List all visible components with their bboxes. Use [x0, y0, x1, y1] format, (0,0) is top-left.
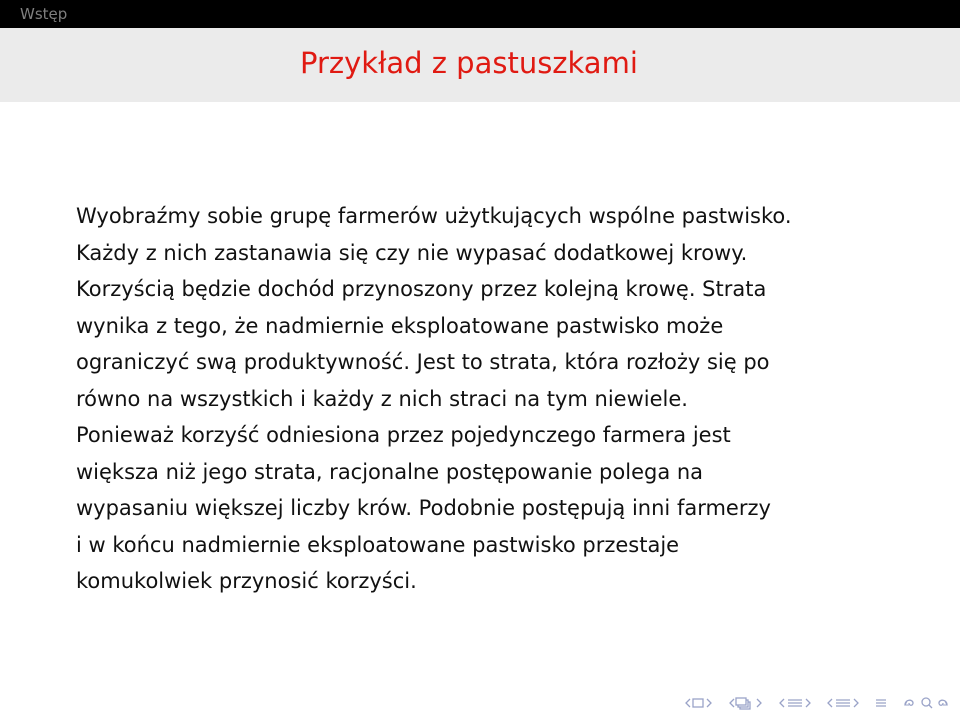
frame-title-bar — [0, 28, 960, 102]
body-line: wypasaniu większej liczby krów. Podobnie postępują inni farmerzy — [76, 496, 771, 520]
nav-align-icon[interactable] — [874, 696, 888, 710]
body-line: większa niż jego strata, racjonalne postępowanie polega na — [76, 459, 704, 484]
frame-title: Przykład z pastuszkami — [300, 46, 638, 80]
beamer-navigation — [684, 695, 950, 711]
nav-section-group — [778, 696, 812, 710]
body-line: Każdy z nich zastanawia się czy nie wypasać dodatkowej krowy. — [76, 240, 748, 265]
body-line: Ponieważ korzyść odniesiona przez pojedynczego farmera jest — [76, 423, 731, 447]
nav-subsection-group — [728, 696, 764, 710]
header-bar — [0, 0, 960, 28]
nav-frame-group — [684, 696, 714, 710]
nav-align-group — [874, 696, 888, 710]
nav-search-icon[interactable] — [902, 695, 950, 711]
nav-search-group — [902, 695, 950, 711]
nav-section-icon[interactable] — [778, 696, 812, 710]
slide-body — [76, 198, 896, 600]
body-line: wynika z tego, że nadmiernie eksploatowane pastwisko może — [76, 313, 724, 338]
section-name[interactable]: Wstęp — [20, 5, 68, 23]
nav-frame-icon[interactable] — [684, 696, 714, 710]
body-line: równo na wszystkich i każdy z nich straci na tym niewiele. — [76, 386, 688, 411]
body-line: Korzyścią będzie dochód przynoszony przez kolejną krowę. Strata — [76, 277, 767, 301]
nav-subsection-icon[interactable] — [728, 696, 764, 710]
nav-slide-icon[interactable] — [826, 696, 860, 710]
body-line: komukolwiek przynosić korzyści. — [76, 569, 417, 593]
body-line: i w końcu nadmiernie eksploatowane pastwisko przestaje — [76, 532, 680, 557]
body-line: ograniczyć swą produktywność. Jest to strata, która rozłoży się po — [76, 350, 770, 374]
nav-slide-group — [826, 696, 860, 710]
body-line: Wyobraźmy sobie grupę farmerów użytkujących wspólne pastwisko. — [76, 204, 792, 228]
